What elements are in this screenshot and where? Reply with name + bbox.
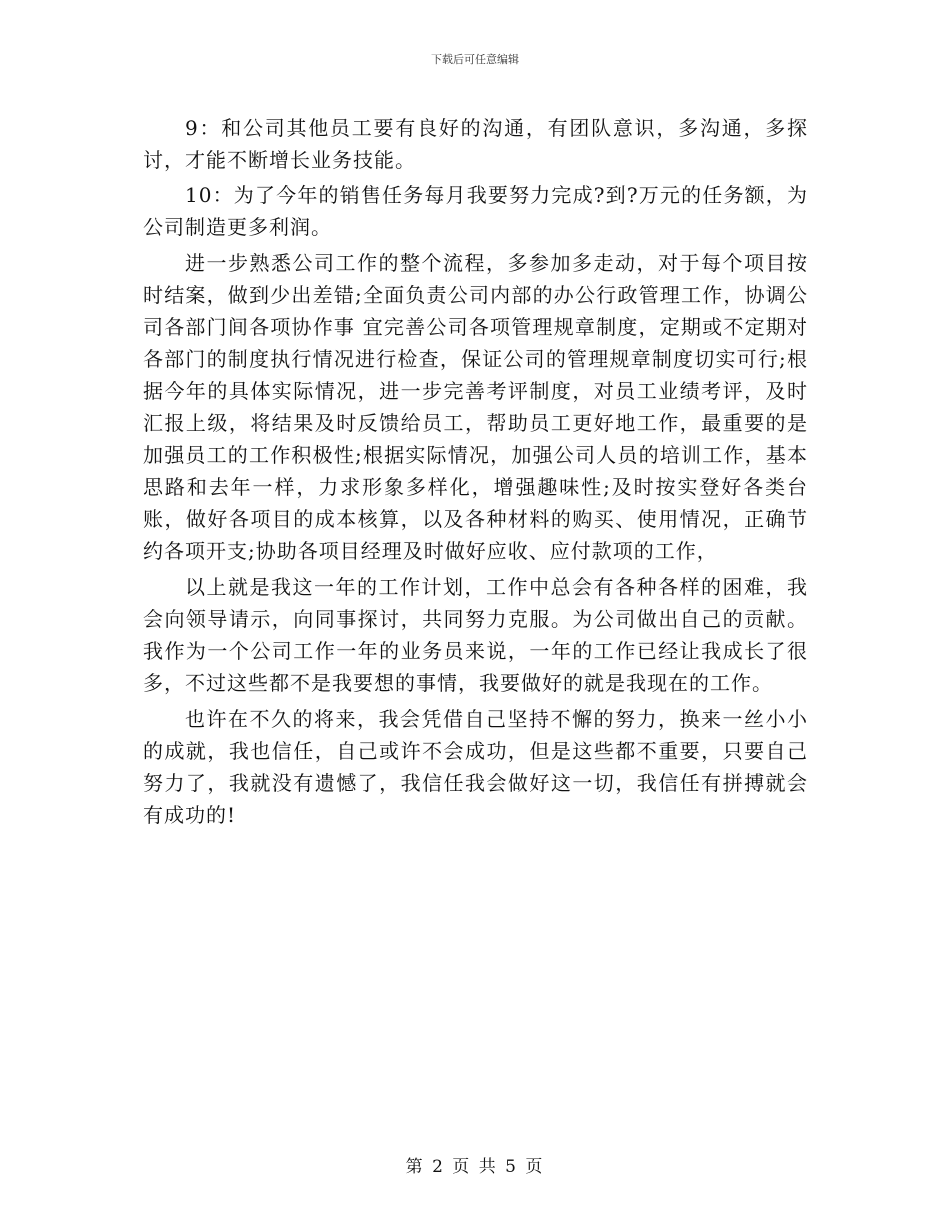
page-header-note: 下载后可任意编辑 — [431, 53, 519, 66]
paragraph-future: 也许在不久的将来，我会凭借自己坚持不懈的努力，换来一丝小小的成就，我也信任，自己或许不会成功，但是这些都不重要，只要自己努力了，我就没有遗憾了，我信任我会做好这一切，我信任有拼搏就会有成功的! — [143, 707, 808, 827]
document-body — [143, 112, 808, 831]
paragraph-workflow: 进一步熟悉公司工作的整个流程，多参加多走动，对于每个项目按时结案，做到少出差错;全面负责公司内部的办公行政管理工作，协调公司各部门间各项协作事 宜完善公司各项管理规章制度，定期或不定期对各部门的制度执行情况进行检查，保证公司的管理规章制度切实可行;根据今年的具体实际情况，进一步完善考评制度，对员工业绩考评，及时汇报上级，将结果及时反馈给员工，帮助员工更好地工作，最重要的是加强员工的工作积极性;根据实际情况，加强公司人员的培训工作，基本思路和去年一样，力求形象多样化，增强趣味性;及时按实登好各类台账，做好各项目的成本核算，以及各种材料的购买、使用情况，正确节约各项开支;协助各项目经理及时做好应收、应付款项的工作， — [143, 251, 808, 563]
paragraph-item-10: 10：为了今年的销售任务每月我要努力完成?到?万元的任务额，为公司制造更多利润。 — [143, 183, 808, 239]
paragraph-summary: 以上就是我这一年的工作计划，工作中总会有各种各样的困难，我会向领导请示，向同事探讨，共同努力克服。为公司做出自己的贡献。 我作为一个公司工作一年的业务员来说，一年的工作已经让我成长了很多，不过这些都不是我要想的事情，我要做好的就是我现在的工作。 — [143, 575, 808, 695]
paragraph-item-9: 9：和公司其他员工要有良好的沟通，有团队意识，多沟通，多探讨，才能不断增长业务技能。 — [143, 116, 808, 172]
page-number-footer: 第 2 页 共 5 页 — [405, 1157, 545, 1177]
